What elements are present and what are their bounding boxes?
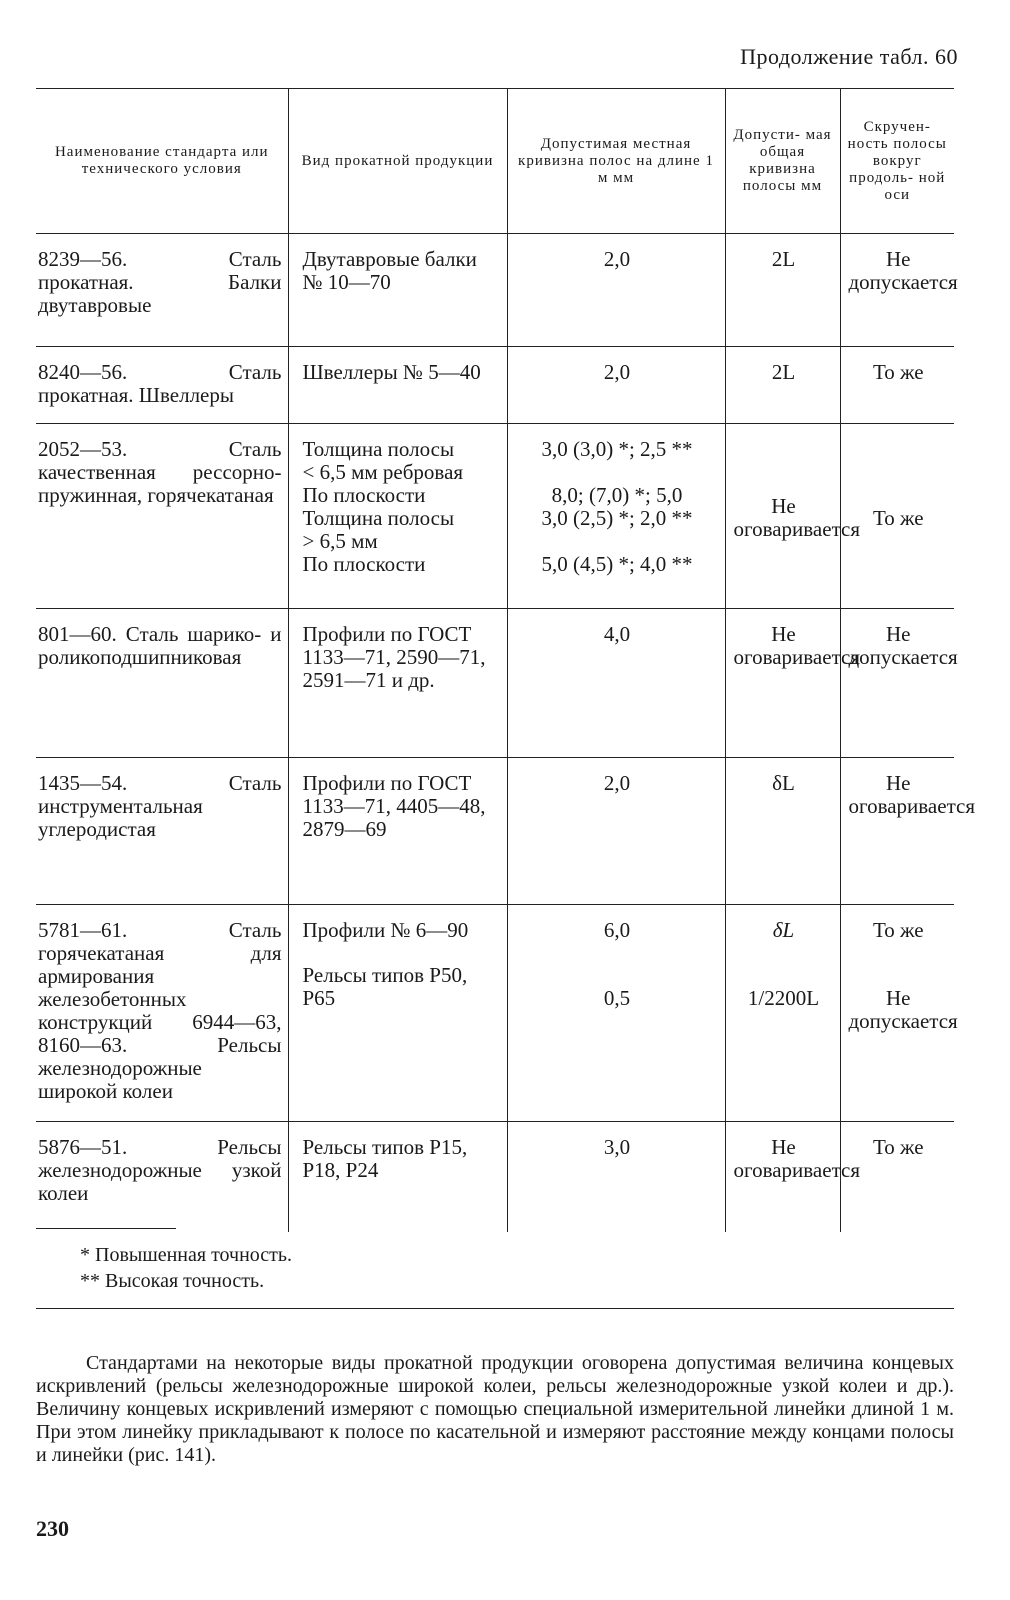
cell-product: Профили по ГОСТ 1133—71, 2590—71, 2591—71 и др.	[288, 609, 507, 758]
cell-standard: 2052—53. Сталь качественная рессорно-пружинная, горячекатаная	[36, 424, 288, 609]
product-line: По плоскости	[302, 552, 426, 576]
cell-general-curvature: 2L	[725, 347, 840, 424]
cell-twist: То же	[840, 347, 954, 424]
header-twist: Скручен- ность полосы вокруг продоль- ной оси	[840, 89, 954, 234]
cell-standard: 1435—54. Сталь инструментальная углеродистая	[36, 758, 288, 905]
cell-product: Двутавровые балки № 10—70	[288, 234, 507, 347]
header-product: Вид прокатной продукции	[288, 89, 507, 234]
cell-product	[288, 905, 507, 1122]
local-value: 8,0; (7,0) *; 5,0	[551, 483, 683, 507]
twist-value: То же	[872, 918, 924, 942]
cell-product: Швеллеры № 5—40	[288, 347, 507, 424]
general-value: δL	[772, 918, 795, 942]
table-row	[36, 609, 954, 758]
cell-product	[288, 424, 507, 609]
table-bottom-rule	[36, 1308, 954, 1309]
footnote-item: ** Высокая точность.	[80, 1270, 265, 1292]
footnotes	[80, 1242, 292, 1294]
local-value: 0,5	[603, 986, 631, 1010]
line-gap	[849, 942, 949, 987]
cell-twist	[840, 905, 958, 1122]
header-standard: Наименование стандарта или технического условия	[36, 89, 288, 234]
product-line: > 6,5 мм	[302, 529, 378, 553]
product-line: Толщина полосы	[302, 506, 455, 530]
cell-local-curvature: 2,0	[507, 347, 725, 424]
product-line: Толщина полосы	[302, 437, 455, 461]
product-line: < 6,5 мм ребровая	[302, 460, 464, 484]
product-line: Рельсы типов Р50, Р65	[302, 963, 468, 1010]
local-value: 3,0 (3,0) *; 2,5 **	[541, 437, 693, 461]
cell-standard: 5781—61. Сталь горячекатаная для армирования железобетонных конструкций 6944—63, 8160—63. Рельсы железнодорожные широкой колеи	[36, 905, 288, 1122]
local-value: 5,0 (4,5) *; 4,0 **	[541, 552, 693, 576]
product-line: Профили № 6—90	[302, 918, 469, 942]
cell-twist: То же	[840, 1122, 954, 1233]
cell-local-curvature	[507, 424, 725, 609]
table-caption: Продолжение табл. 60	[740, 44, 958, 69]
table-header-row	[36, 89, 954, 234]
cell-general-curvature: δL	[725, 758, 840, 905]
cell-local-curvature: 2,0	[507, 234, 725, 347]
line-gap	[303, 942, 501, 964]
cell-twist: Не допускается	[840, 234, 954, 347]
cell-twist: Не оговаривается	[840, 758, 954, 905]
table-row	[36, 347, 954, 424]
local-spacer	[516, 461, 719, 484]
cell-product: Профили по ГОСТ 1133—71, 4405—48, 2879—69	[288, 758, 507, 905]
cell-local-curvature: 3,0	[507, 1122, 725, 1233]
footnote-rule	[36, 1228, 176, 1229]
local-spacer	[516, 530, 719, 553]
cell-general-curvature: Не оговаривается	[725, 609, 840, 758]
table-row	[36, 905, 954, 1122]
cell-local-curvature	[507, 905, 725, 1122]
cell-general-curvature: Не оговаривается	[725, 1122, 840, 1233]
footnote-item: * Повышенная точность.	[80, 1244, 293, 1266]
header-general-curvature: Допусти- мая общая кривизна полосы мм	[725, 89, 840, 234]
cell-standard: 8240—56. Сталь прокатная. Швеллеры	[36, 347, 288, 424]
local-value: 3,0 (2,5) *; 2,0 **	[541, 506, 693, 530]
table-row	[36, 758, 954, 905]
cell-general-curvature: 2L	[725, 234, 840, 347]
curvature-table	[36, 88, 975, 1232]
cell-local-curvature: 4,0	[507, 609, 725, 758]
cell-general-curvature: Не оговаривается	[725, 424, 840, 609]
line-gap	[734, 942, 834, 987]
table-row	[36, 234, 954, 347]
line-gap	[516, 942, 719, 987]
cell-twist: То же	[840, 424, 954, 609]
cell-standard: 801—60. Сталь шарико- и роликоподшипниковая	[36, 609, 288, 758]
general-value: 1/2200L	[747, 986, 820, 1010]
table-row	[36, 424, 954, 609]
twist-value: Не допускается	[848, 986, 958, 1033]
cell-standard: 5876—51. Рельсы железнодорожные узкой колеи	[38, 1135, 282, 1205]
body-paragraph: Стандартами на некоторые виды прокатной продукции оговорена допустимая величина концевых искривлений (рельсы железнодорожные широкой колеи, рельсы железнодорожные узкой колеи и др.). Величину концевых искривлений измеряют с помощью специальной измерительной линейки длиной 1 м. При этом линейку прикладывают к полосе по касательной и измеряют расстояние между концами полосы и линейки (рис. 141).	[36, 1352, 954, 1466]
cell-product: Рельсы типов Р15, Р18, Р24	[288, 1122, 507, 1233]
cell-local-curvature: 2,0	[507, 758, 725, 905]
header-local-curvature: Допустимая местная кривизна полос на длине 1 м мм	[507, 89, 725, 234]
product-line: По плоскости	[302, 483, 426, 507]
page-number: 230	[36, 1516, 69, 1541]
cell-standard: 8239—56. Сталь прокатная. Балки двутавровые	[36, 234, 288, 347]
table-row	[36, 1122, 954, 1233]
local-value: 6,0	[603, 918, 631, 942]
cell-general-curvature	[725, 905, 840, 1122]
cell-twist: Не допускается	[840, 609, 954, 758]
